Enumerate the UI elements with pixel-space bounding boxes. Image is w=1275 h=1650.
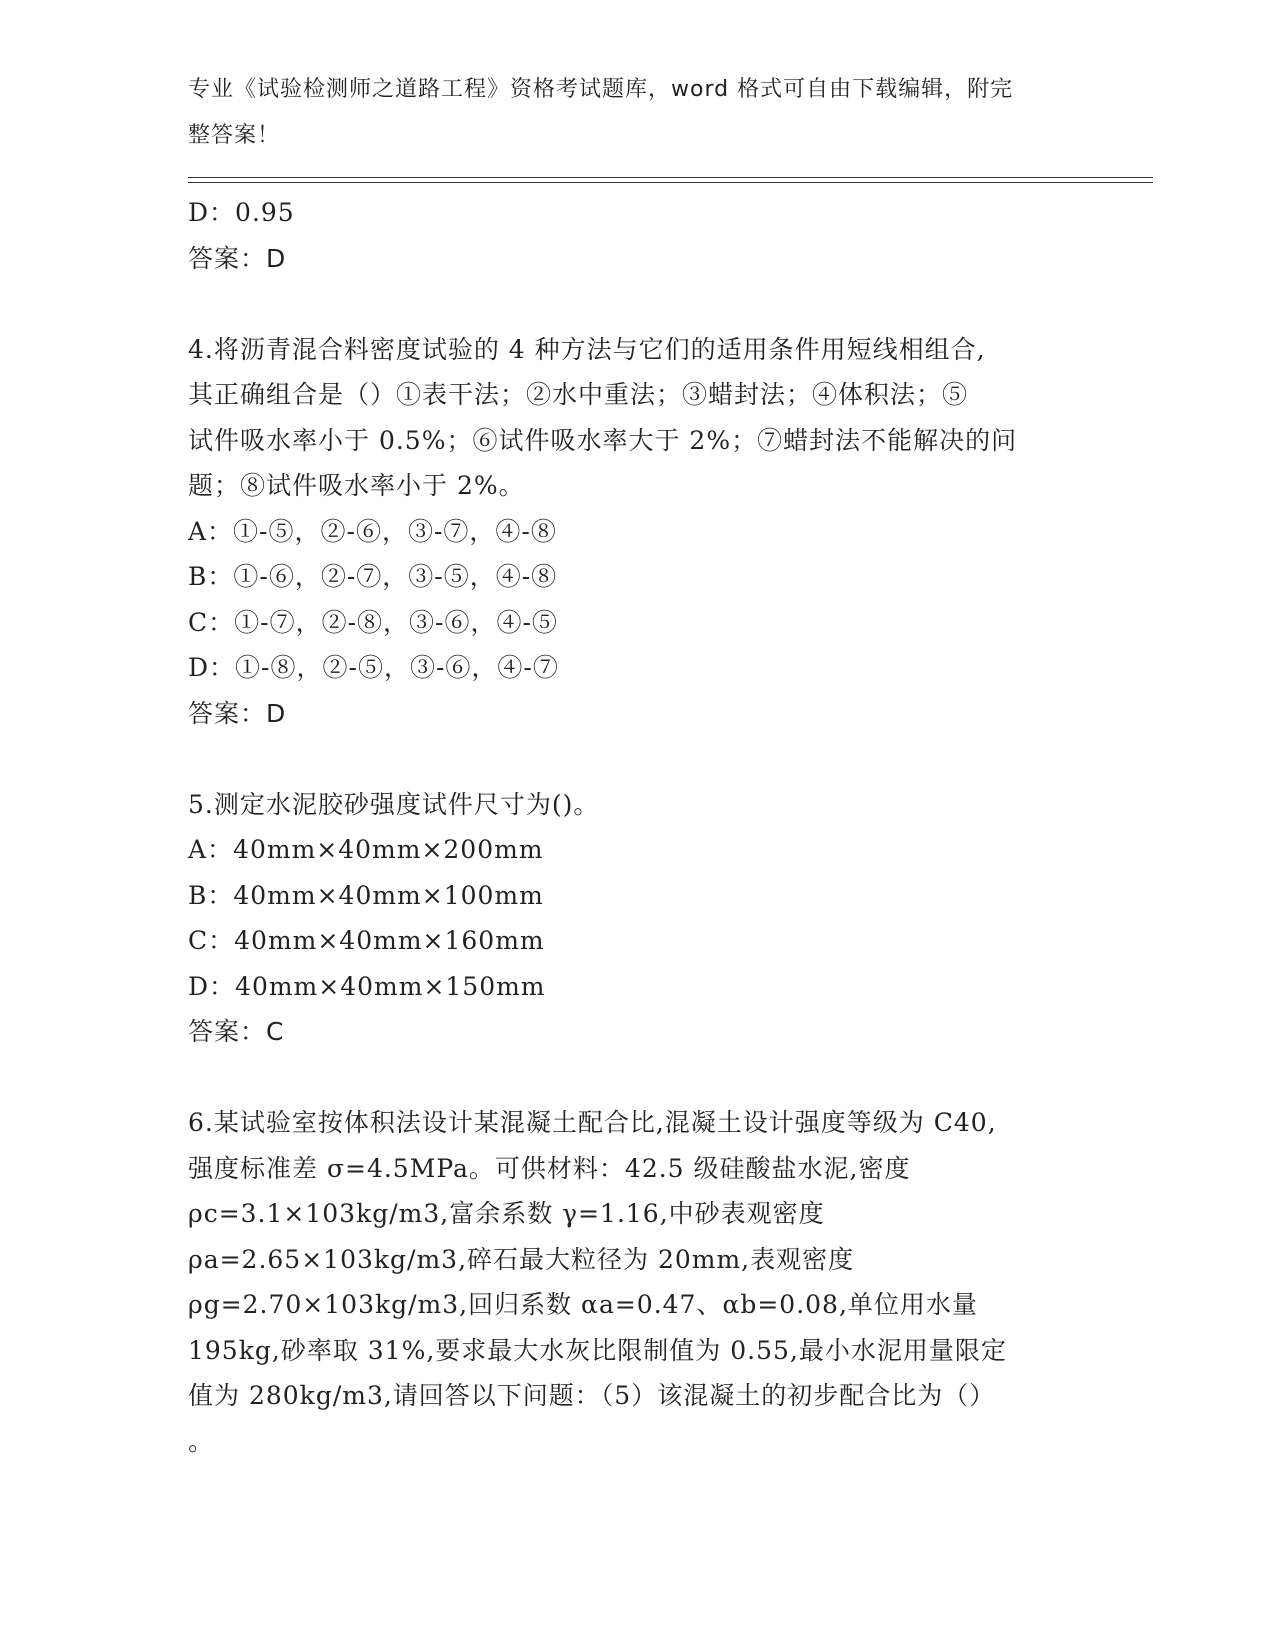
q4-option-b: B：①-⑥，②-⑦，③-⑤，④-⑧ [188,562,558,591]
q6-stem-line: 6.某试验室按体积法设计某混凝土配合比,混凝土设计强度等级为 C40, [188,1108,997,1137]
q5-answer: 答案：C [188,1017,285,1046]
q5-option-c: C：40mm×40mm×160mm [188,926,545,955]
spacer [188,1055,1088,1101]
header-divider-top [188,177,1153,178]
q6-stem-line: 195kg,砂率取 31%,要求最大水灰比限制值为 0.55,最小水泥用量限定 [188,1335,1007,1365]
q3-option-d: D：0.95 [188,198,295,227]
question-5 [188,782,1088,1055]
q5-option-d: D：40mm×40mm×150mm [188,971,546,1001]
q4-stem-line: 其正确组合是（）①表干法；②水中重法；③蜡封法；④体积法；⑤ [188,380,969,409]
q4-option-a: A：①-⑤，②-⑥，③-⑦，④-⑧ [188,516,557,546]
spacer [188,736,1088,782]
question-6 [188,1100,1088,1464]
document-body [188,190,1088,1464]
header-line-1: 专业《试验检测师之道路工程》资格考试题库，word 格式可自由下载编辑，附完 [188,77,1014,102]
q6-stem-line: ρg=2.70×103kg/m3,回归系数 αa=0.47、αb=0.08,单位用水量 [188,1290,978,1319]
q6-stem-line: ρc=3.1×103kg/m3,富余系数 γ=1.16,中砂表观密度 [188,1199,825,1228]
q5-option-b: B：40mm×40mm×100mm [188,880,544,910]
q5-option-a: A：40mm×40mm×200mm [188,835,544,864]
q4-stem-line: 4.将沥青混合料密度试验的 4 种方法与它们的适用条件用短线相组合, [188,334,986,364]
page-header [188,72,1088,163]
header-line-2: 整答案！ [188,122,281,148]
q4-option-c: C：①-⑦，②-⑧，③-⑥，④-⑤ [188,607,558,637]
header-divider-bottom [188,182,1153,183]
q4-answer: 答案：D [188,698,287,728]
q6-stem-line: 强度标准差 σ=4.5MPa。可供材料：42.5 级硅酸盐水泥,密度 [188,1153,911,1183]
q4-stem-line: 试件吸水率小于 0.5%；⑥试件吸水率大于 2%；⑦蜡封法不能解决的问 [188,425,1018,455]
q3-answer: 答案：D [188,243,287,273]
question-4 [188,327,1088,737]
q4-stem-line: 题；⑧试件吸水率小于 2%。 [188,471,525,500]
q5-stem: 5.测定水泥胶砂强度试件尺寸为()。 [188,789,600,819]
spacer [188,281,1088,327]
q4-option-d: D：①-⑧，②-⑤，③-⑥，④-⑦ [188,653,559,682]
q6-stem-line: 。 [188,1426,215,1456]
q6-stem-line: ρa=2.65×103kg/m3,碎石最大粒径为 20mm,表观密度 [188,1244,855,1274]
q6-stem-line: 值为 280kg/m3,请回答以下问题：（5）该混凝土的初步配合比为（） [188,1381,996,1410]
